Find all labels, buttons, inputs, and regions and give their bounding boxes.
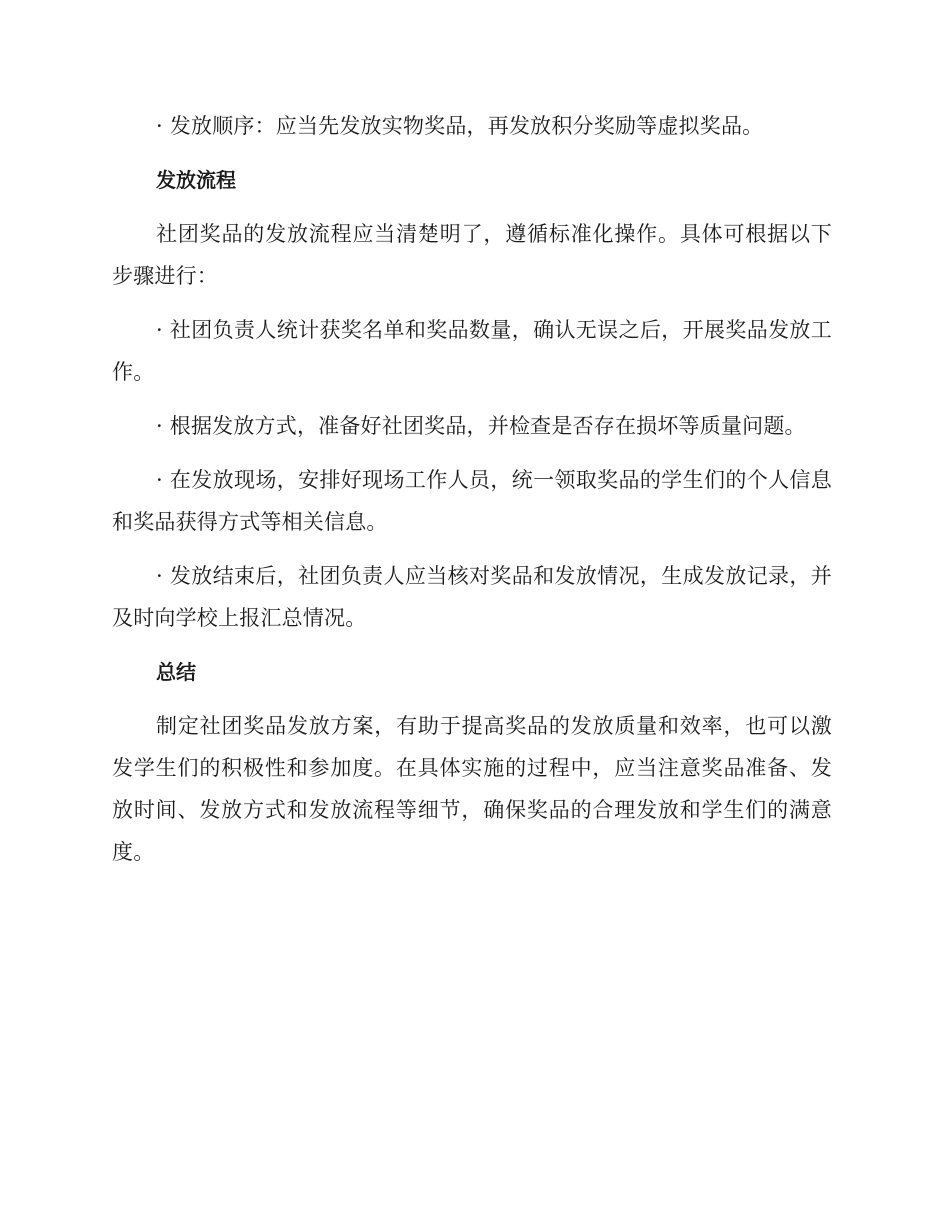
heading-distribution-process: 发放流程	[156, 168, 236, 192]
bullet-step-1: · 社团负责人统计获奖名单和奖品数量，确认无误之后，开展奖品发放工作。	[112, 318, 832, 384]
bullet-step-3: · 在发放现场，安排好现场工作人员，统一领取奖品的学生们的个人信息和奖品获得方式等相关信息。	[112, 468, 832, 534]
para-process-intro: 社团奖品的发放流程应当清楚明了，遵循标准化操作。具体可根据以下步骤进行：	[112, 222, 832, 288]
bullet-distribution-order: · 发放顺序：应当先发放实物奖品，再发放积分奖励等虚拟奖品。	[156, 114, 764, 138]
bullet-step-4: · 发放结束后，社团负责人应当核对奖品和发放情况，生成发放记录，并及时向学校上报汇总情况。	[112, 564, 832, 630]
bullet-step-2: · 根据发放方式，准备好社团奖品，并检查是否存在损坏等质量问题。	[156, 414, 806, 438]
document-page	[112, 105, 832, 885]
para-summary: 制定社团奖品发放方案，有助于提高奖品的发放质量和效率，也可以激发学生们的积极性和参加度。在具体实施的过程中，应当注意奖品准备、发放时间、发放方式和发放流程等细节，确保奖品的合理发放和学生们的满意度。	[112, 714, 832, 864]
heading-summary: 总结	[156, 660, 196, 684]
